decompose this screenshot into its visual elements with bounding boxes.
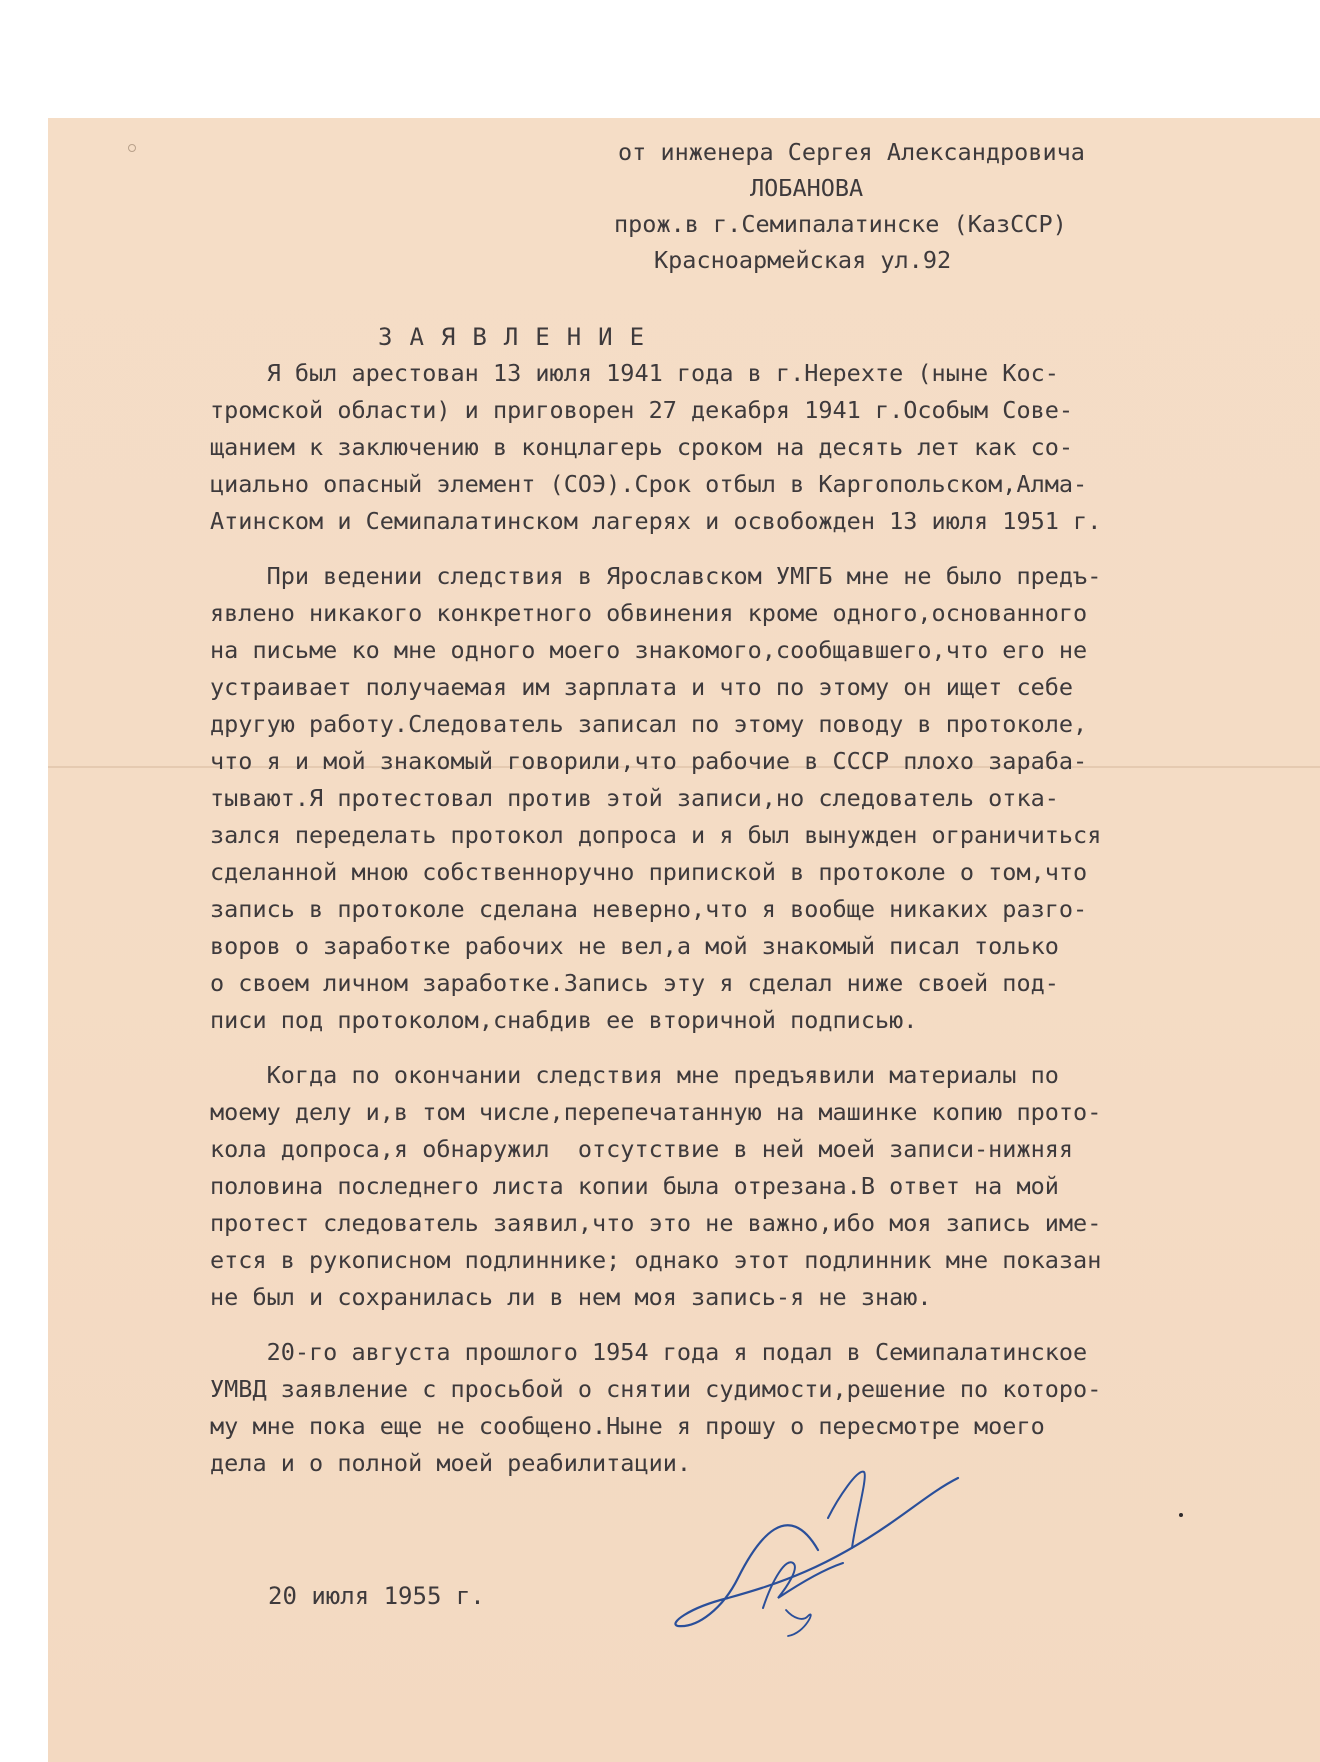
document-date: 20 июля 1955 г.: [268, 1582, 485, 1610]
body-line: При ведении следствия в Ярославском УМГБ мне не было предъ-: [210, 562, 1102, 590]
body-line: щанием к заключению в концлагерь сроком на десять лет как со-: [210, 433, 1074, 461]
body-line: зался переделать протокол допроса и я был вынужден ограничиться: [210, 821, 1102, 849]
body-line: кола допроса,я обнаружил отсутствие в ней моей записи-нижняя: [210, 1135, 1074, 1163]
handwritten-signature: [668, 1458, 968, 1638]
body-line: тывают.Я протестовал против этой записи,но следователь отка-: [210, 784, 1059, 812]
statement-body: [210, 355, 1310, 1482]
paragraph-gap: [210, 1316, 1310, 1334]
body-line: на письме ко мне одного моего знакомого,сообщавшего,что его не: [210, 636, 1088, 664]
body-line: Я был арестован 13 июля 1941 года в г.Нерехте (ныне Кос-: [210, 359, 1059, 387]
body-line: писи под протоколом,снабдив ее вторичной подписью.: [210, 1006, 918, 1034]
body-line: моему делу и,в том числе,перепечатанную на машинке копию прото-: [210, 1098, 1102, 1126]
sender-street: Красноармейская ул.92: [654, 246, 952, 274]
sender-line: от инженера Сергея Александровича: [618, 138, 1085, 166]
body-line: воров о заработке рабочих не вел,а мой знакомый писал только: [210, 932, 1059, 960]
body-line: другую работу.Следователь записал по этому поводу в протоколе,: [210, 710, 1088, 738]
body-line: ется в рукописном подлиннике; однако этот подлинник мне показан: [210, 1246, 1102, 1274]
ink-dot: [1179, 1513, 1183, 1517]
sender-residence: прож.в г.Семипалатинске (КазССР): [614, 210, 1067, 238]
body-line: тромской области) и приговорен 27 декабря 1941 г.Особым Сове-: [210, 396, 1074, 424]
body-line: устраивает получаемая им зарплата и что по этому он ищет себе: [210, 673, 1074, 701]
body-line: 20-го августа прошлого 1954 года я подал в Семипалатинское: [210, 1338, 1088, 1366]
body-line: му мне пока еще не сообщено.Ныне я прошу о пересмотре моего: [210, 1412, 1045, 1440]
body-line: протест следователь заявил,что это не важно,ибо моя запись име-: [210, 1209, 1102, 1237]
sender-surname: ЛОБАНОВА: [750, 174, 864, 202]
body-line: явлено никакого конкретного обвинения кроме одного,основанного: [210, 599, 1088, 627]
body-line: половина последнего листа копии была отрезана.В ответ на мой: [210, 1172, 1059, 1200]
body-line: УМВД заявление с просьбой о снятии судимости,решение по которо-: [210, 1375, 1102, 1403]
paragraph-gap: [210, 1039, 1310, 1057]
document-title: ЗАЯВЛЕНИЕ: [378, 323, 662, 351]
body-line: о своем личном заработке.Запись эту я сделал ниже своей под-: [210, 969, 1059, 997]
document-page: [48, 118, 1320, 1762]
body-line: запись в протоколе сделана неверно,что я вообще никаких разго-: [210, 895, 1088, 923]
paragraph-gap: [210, 540, 1310, 558]
body-line: не был и сохранилась ли в нем моя запись-я не знаю.: [210, 1283, 932, 1311]
body-line: сделанной мною собственноручно припиской в протоколе о том,что: [210, 858, 1088, 886]
body-line: Атинском и Семипалатинском лагерях и освобожден 13 июля 1951 г.: [210, 507, 1102, 535]
body-line: циально опасный элемент (СОЭ).Срок отбыл в Каргопольском,Алма-: [210, 470, 1088, 498]
body-line: что я и мой знакомый говорили,что рабочие в СССР плохо зараба-: [210, 747, 1088, 775]
punch-hole: [128, 144, 136, 152]
body-line: Когда по окончании следствия мне предъявили материалы по: [210, 1061, 1059, 1089]
body-line: дела и о полной моей реабилитации.: [210, 1449, 692, 1477]
